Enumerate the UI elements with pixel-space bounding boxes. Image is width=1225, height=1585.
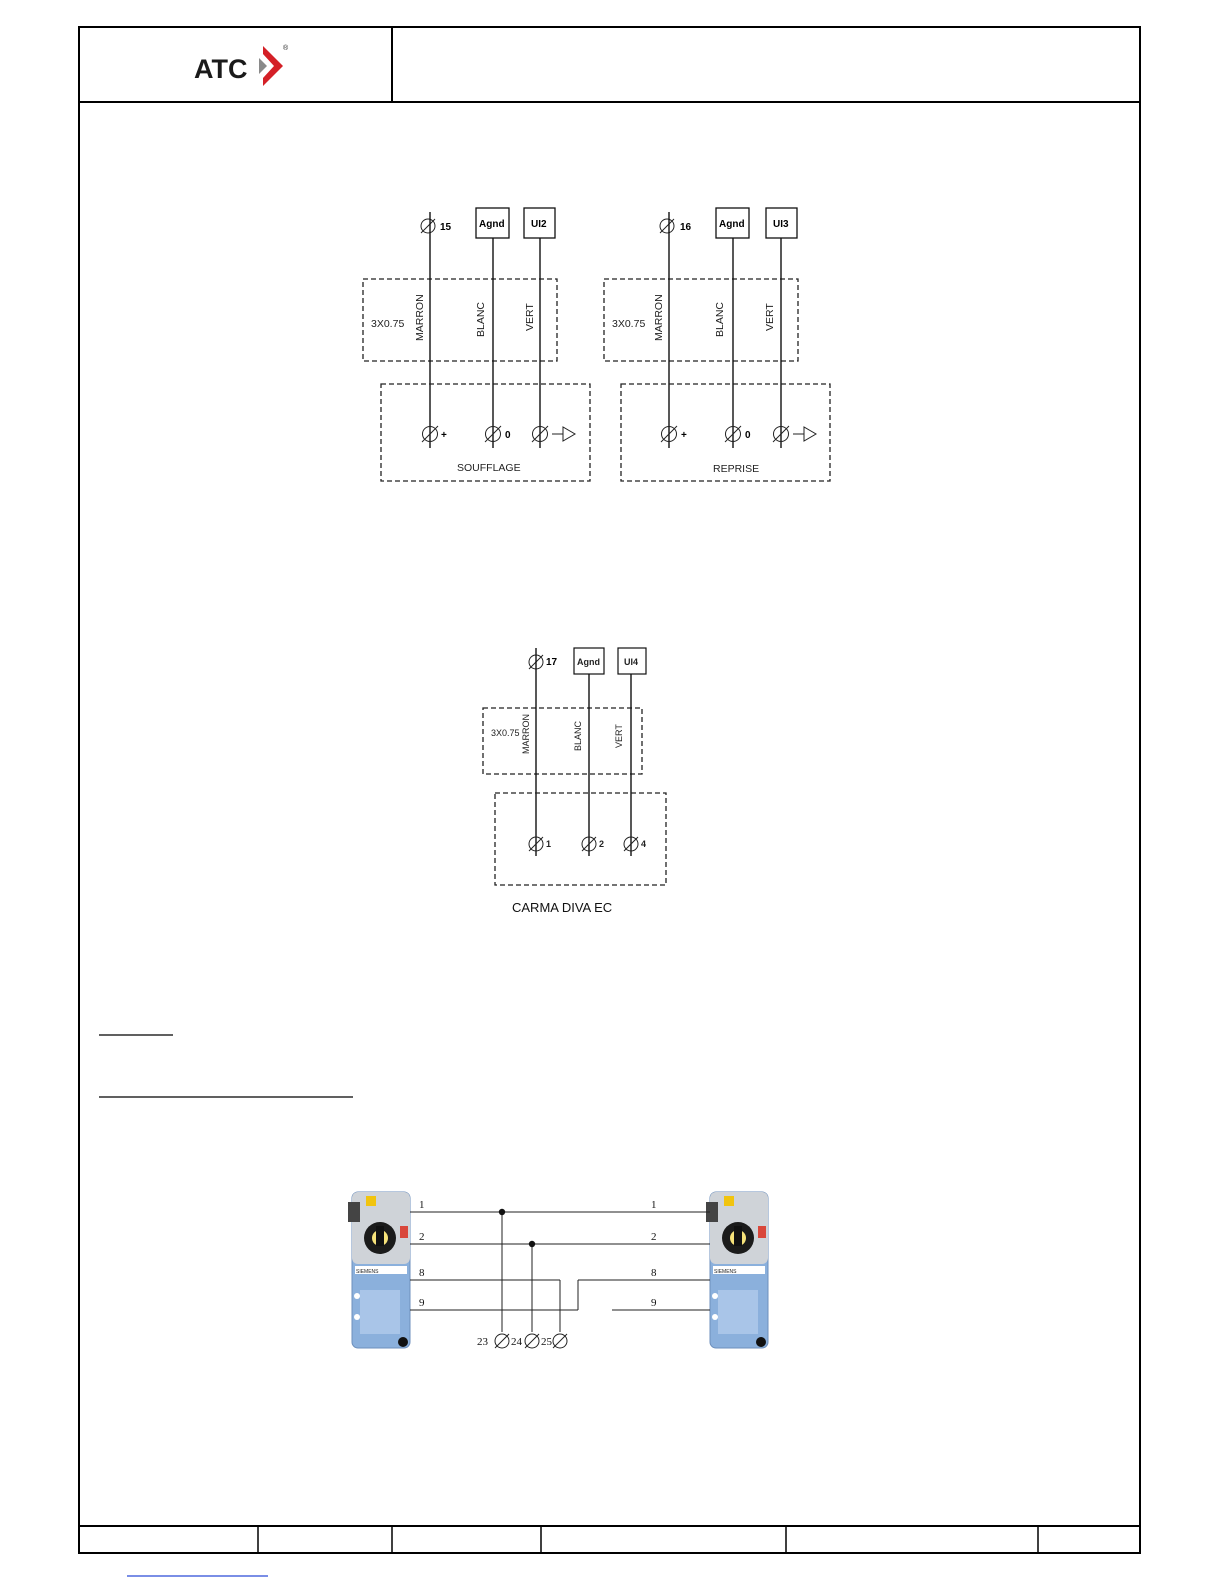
actuator-brand-label: SIEMENS — [714, 1269, 737, 1275]
wire-marron-label: MARRON — [414, 294, 426, 341]
terminal-16-label: 16 — [680, 222, 692, 233]
agnd-box-label: Agnd — [479, 219, 505, 230]
actuator-left-image — [348, 1192, 410, 1348]
wire-marron-label: MARRON — [653, 294, 665, 341]
terminal-23-label: 23 — [477, 1336, 488, 1348]
left-wire-2-label: 2 — [419, 1231, 425, 1243]
wire-blanc-label: BLANC — [573, 720, 583, 751]
wire-blanc-label: BLANC — [475, 301, 487, 337]
device-reprise-label: REPRISE — [713, 463, 760, 475]
terminal-plus-label: + — [441, 430, 447, 441]
wire-vert-label: VERT — [524, 303, 536, 331]
ui3-box-label: UI3 — [773, 219, 789, 230]
right-wire-8-label: 8 — [651, 1267, 657, 1279]
agnd-box-label: Agnd — [577, 657, 600, 667]
wire-vert-label: VERT — [614, 724, 624, 748]
left-wire-8-label: 8 — [419, 1267, 425, 1279]
left-wire-1-label: 1 — [419, 1199, 425, 1211]
logo-registered-mark: ® — [283, 45, 289, 52]
terminal-15-label: 15 — [440, 222, 452, 233]
terminal-25-label: 25 — [541, 1336, 552, 1348]
page-frame — [79, 27, 1140, 1553]
actuator-right-image — [706, 1192, 768, 1348]
sensor-diagram-carma — [483, 648, 666, 915]
signal-output-icon — [793, 427, 816, 441]
terminal-0-label: 0 — [505, 430, 511, 441]
sensor-diagram-reprise — [604, 208, 830, 481]
terminal-24-label: 24 — [511, 1336, 522, 1348]
wire-marron-label: MARRON — [521, 714, 531, 754]
terminal-2-label: 2 — [599, 839, 605, 849]
left-wire-9-label: 9 — [419, 1297, 425, 1309]
cable-spec-label: 3X0.75 — [612, 318, 646, 330]
ui4-box-label: UI4 — [624, 657, 639, 667]
right-wire-1-label: 1 — [651, 1199, 657, 1211]
terminal-17-label: 17 — [546, 657, 558, 668]
signal-output-icon — [552, 427, 575, 441]
sensor-diagram-soufflage — [363, 208, 590, 481]
terminal-0-label: 0 — [745, 430, 751, 441]
cable-spec-label: 3X0.75 — [371, 318, 405, 330]
terminal-4-label: 4 — [641, 839, 647, 849]
cable-spec-label: 3X0.75 — [491, 728, 520, 738]
wire-blanc-label: BLANC — [714, 301, 726, 337]
atc-logo — [194, 44, 289, 86]
ui2-box-label: UI2 — [531, 219, 547, 230]
actuator-wiring-diagram — [348, 1192, 768, 1348]
right-wire-2-label: 2 — [651, 1231, 657, 1243]
logo-text: ATC — [194, 54, 248, 84]
agnd-box-label: Agnd — [719, 219, 745, 230]
right-wire-9-label: 9 — [651, 1297, 657, 1309]
terminal-1-label: 1 — [546, 839, 552, 849]
actuator-brand-label: SIEMENS — [356, 1269, 379, 1275]
wire-vert-label: VERT — [764, 303, 776, 331]
device-soufflage-label: SOUFFLAGE — [457, 462, 521, 474]
terminal-plus-label: + — [681, 430, 687, 441]
device-carma-label: CARMA DIVA EC — [512, 900, 613, 915]
footer-table — [79, 1526, 1140, 1553]
